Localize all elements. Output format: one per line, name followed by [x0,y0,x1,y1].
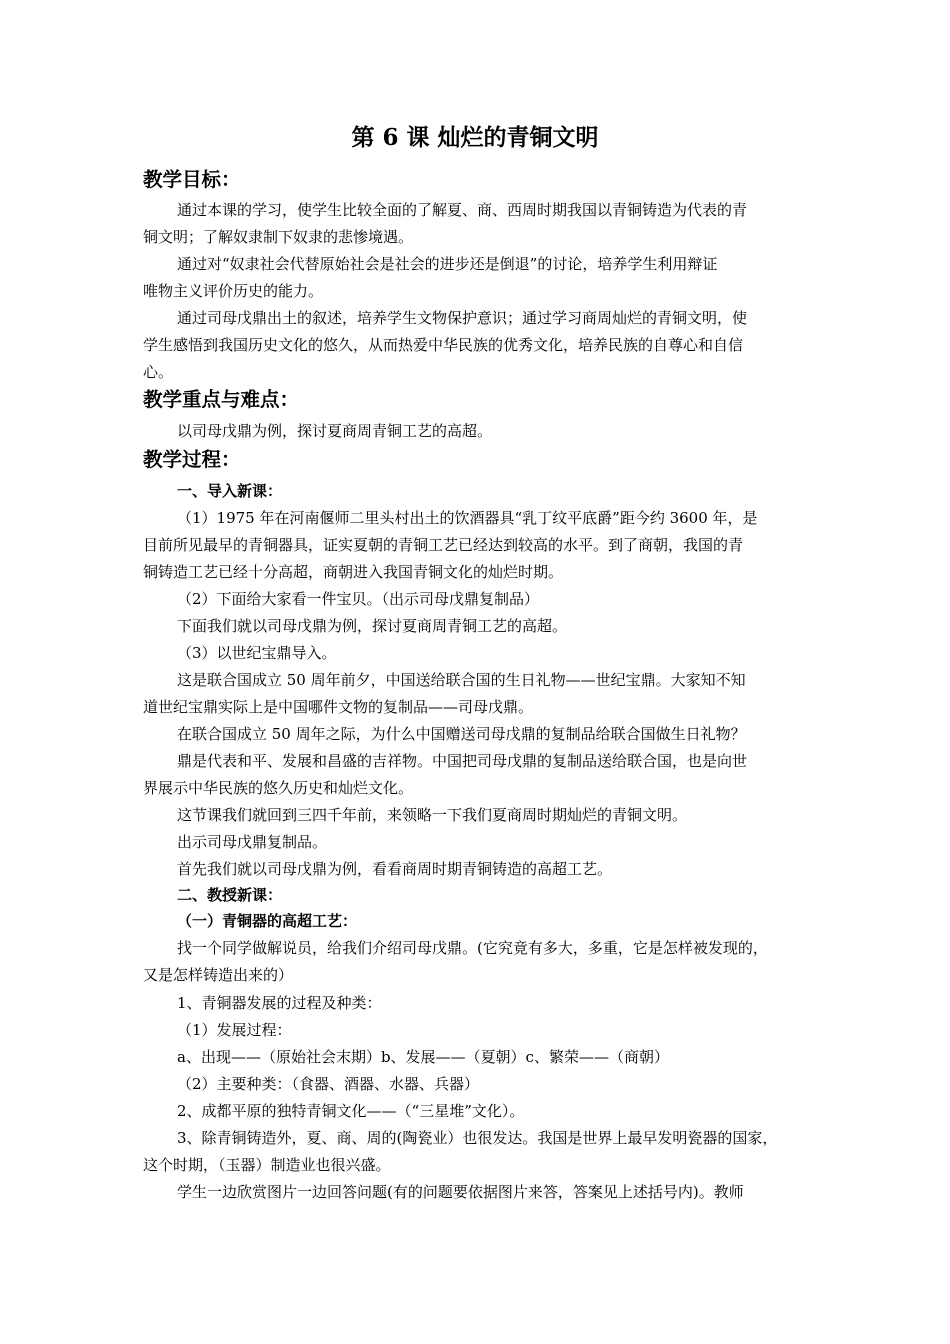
paragraph-line: 学生感悟到我国历史文化的悠久，从而热爱中华民族的优秀文化，培养民族的自尊心和自信 [143,336,744,354]
paragraph-line: 铜铸造工艺已经十分高超，商朝进入我国青铜文化的灿烂时期。 [143,563,564,581]
paragraph-line: 这个时期，（玉器）制造业也很兴盛。 [143,1156,391,1174]
section-heading: 二、教授新课： [177,886,283,904]
paragraph-line: 铜文明；了解奴隶制下奴隶的悲惨境遇。 [143,228,414,246]
heading-keypoints: 教学重点与难点： [143,388,300,411]
paragraph-line: （1）发展过程： [177,1021,292,1039]
paragraph-line: 下面我们就以司母戊鼎为例，探讨夏商周青铜工艺的高超。 [177,617,568,635]
paragraph-line: 目前所见最早的青铜器具，证实夏朝的青铜工艺已经达到较高的水平。到了商朝，我国的青 [143,536,744,554]
paragraph-line: 找一个同学做解说员，给我们介绍司母戊鼎。(它究竟有多大，多重，它是怎样被发现的， [177,939,768,957]
paragraph-line: a、出现——（原始社会末期）b、发展——（夏朝）c、繁荣——（商朝） [177,1048,669,1066]
paragraph-line: 2、成都平原的独特青铜文化——（“三星堆”文化）。 [177,1102,525,1120]
paragraph-line: 通过对“奴隶社会代替原始社会是社会的进步还是倒退”的讨论，培养学生利用辩证 [177,255,718,273]
paragraph-line: 3、除青铜铸造外，夏、商、周的(陶瓷业）也很发达。我国是世界上最早发明瓷器的国家， [177,1129,778,1147]
heading-process: 教学过程： [143,448,241,471]
paragraph-line: （2）主要种类：（食器、酒器、水器、兵器） [177,1075,480,1093]
paragraph-line: 首先我们就以司母戊鼎为例，看看商周时期青铜铸造的高超工艺。 [177,860,613,878]
paragraph-line: 出示司母戊鼎复制品。 [177,833,328,851]
subsection-heading: （一）青铜器的高超工艺： [177,912,358,930]
paragraph-line: 心。 [143,363,174,381]
heading-objectives: 教学目标： [143,168,241,191]
paragraph-line: 以司母戊鼎为例，探讨夏商周青铜工艺的高超。 [177,422,493,440]
paragraph-line: 界展示中华民族的悠久历史和灿烂文化。 [143,779,414,797]
paragraph-line: 道世纪宝鼎实际上是中国哪件文物的复制品——司母戊鼎。 [143,698,534,716]
page-title: 第 6 课 灿烂的青铜文明 [351,124,599,151]
paragraph-line: （3）以世纪宝鼎导入。 [177,644,337,662]
paragraph-line: 通过司母戊鼎出土的叙述，培养学生文物保护意识；通过学习商周灿烂的青铜文明，使 [177,309,748,327]
paragraph-line: 鼎是代表和平、发展和昌盛的吉祥物。中国把司母戊鼎的复制品送给联合国，也是向世 [177,752,748,770]
paragraph-line: 这节课我们就回到三四千年前，来领略一下我们夏商周时期灿烂的青铜文明。 [177,806,688,824]
paragraph-line: 这是联合国成立 50 周年前夕，中国送给联合国的生日礼物——世纪宝鼎。大家知不知 [177,671,746,689]
paragraph-line: 在联合国成立 50 周年之际，为什么中国赠送司母戊鼎的复制品给联合国做生日礼物？ [177,725,746,743]
paragraph-line: 又是怎样铸造出来的） [143,966,294,984]
paragraph-line: （2）下面给大家看一件宝贝。（出示司母戊鼎复制品） [177,590,540,608]
paragraph-line: 学生一边欣赏图片一边回答问题(有的问题要依据图片来答，答案见上述括号内)。教师 [177,1183,744,1201]
section-heading: 一、导入新课： [177,482,283,500]
paragraph-line: （1）1975 年在河南偃师二里头村出土的饮酒器具“乳丁纹平底爵”距今约 3600 年，是 [177,509,758,527]
paragraph-line: 唯物主义评价历史的能力。 [143,282,324,300]
paragraph-line: 1、青铜器发展的过程及种类： [177,994,382,1012]
paragraph-line: 通过本课的学习，使学生比较全面的了解夏、商、西周时期我国以青铜铸造为代表的青 [177,201,748,219]
